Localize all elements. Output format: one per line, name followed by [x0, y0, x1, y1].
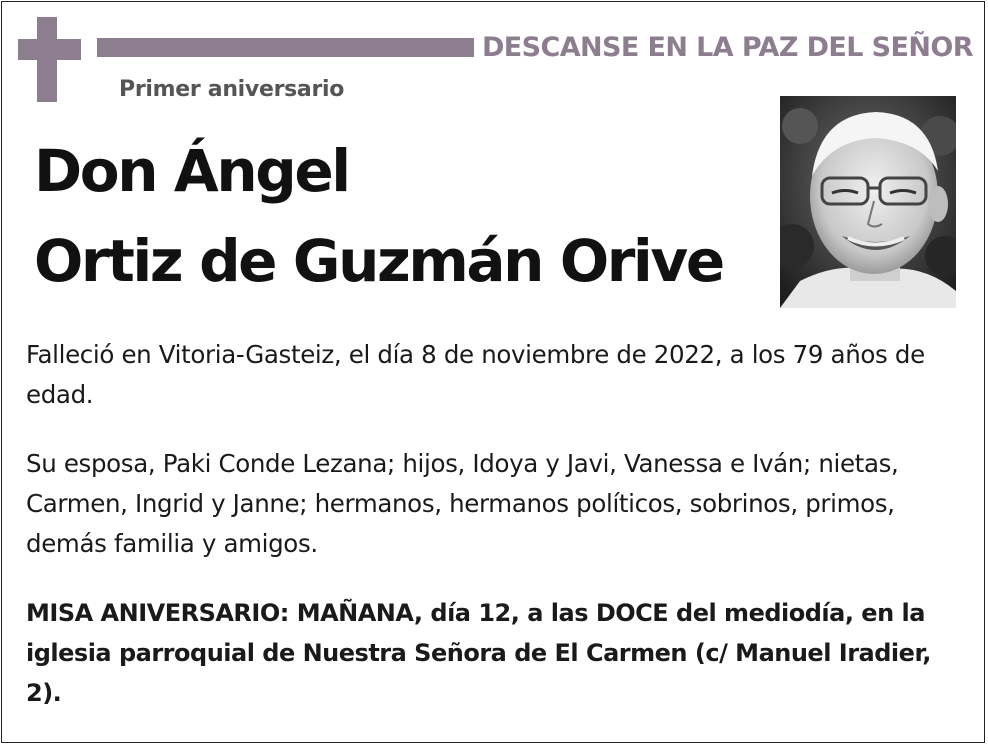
deceased-name-line1: Don Ángel [34, 137, 349, 205]
deceased-name-line2: Ortiz de Guzmán Orive [34, 227, 723, 295]
family-paragraph: Su esposa, Paki Conde Lezana; hijos, Idoya y Javi, Vanessa e Iván; nietas, Carmen, Ingrid y Janne; hermanos, hermanos políticos, sobrinos, primos, demás familia y amigos. [26, 449, 899, 558]
mass-announcement-paragraph: MISA ANIVERSARIO: MAÑANA, día 12, a las DOCE del mediodía, en la iglesia parroquial de Nuestra Señora de El Carmen (c/ Manuel Iradier, 2). [26, 599, 931, 707]
death-details-paragraph: Falleció en Vitoria-Gasteiz, el día 8 de noviembre de 2022, a los 79 años de edad. [26, 340, 925, 409]
portrait-image [780, 96, 956, 308]
anniversary-label: Primer aniversario [119, 77, 345, 102]
deceased-photo [780, 96, 956, 308]
header-bar [97, 38, 474, 57]
header-banner-text: DESCANSE EN LA PAZ DEL SEÑOR [482, 32, 973, 63]
